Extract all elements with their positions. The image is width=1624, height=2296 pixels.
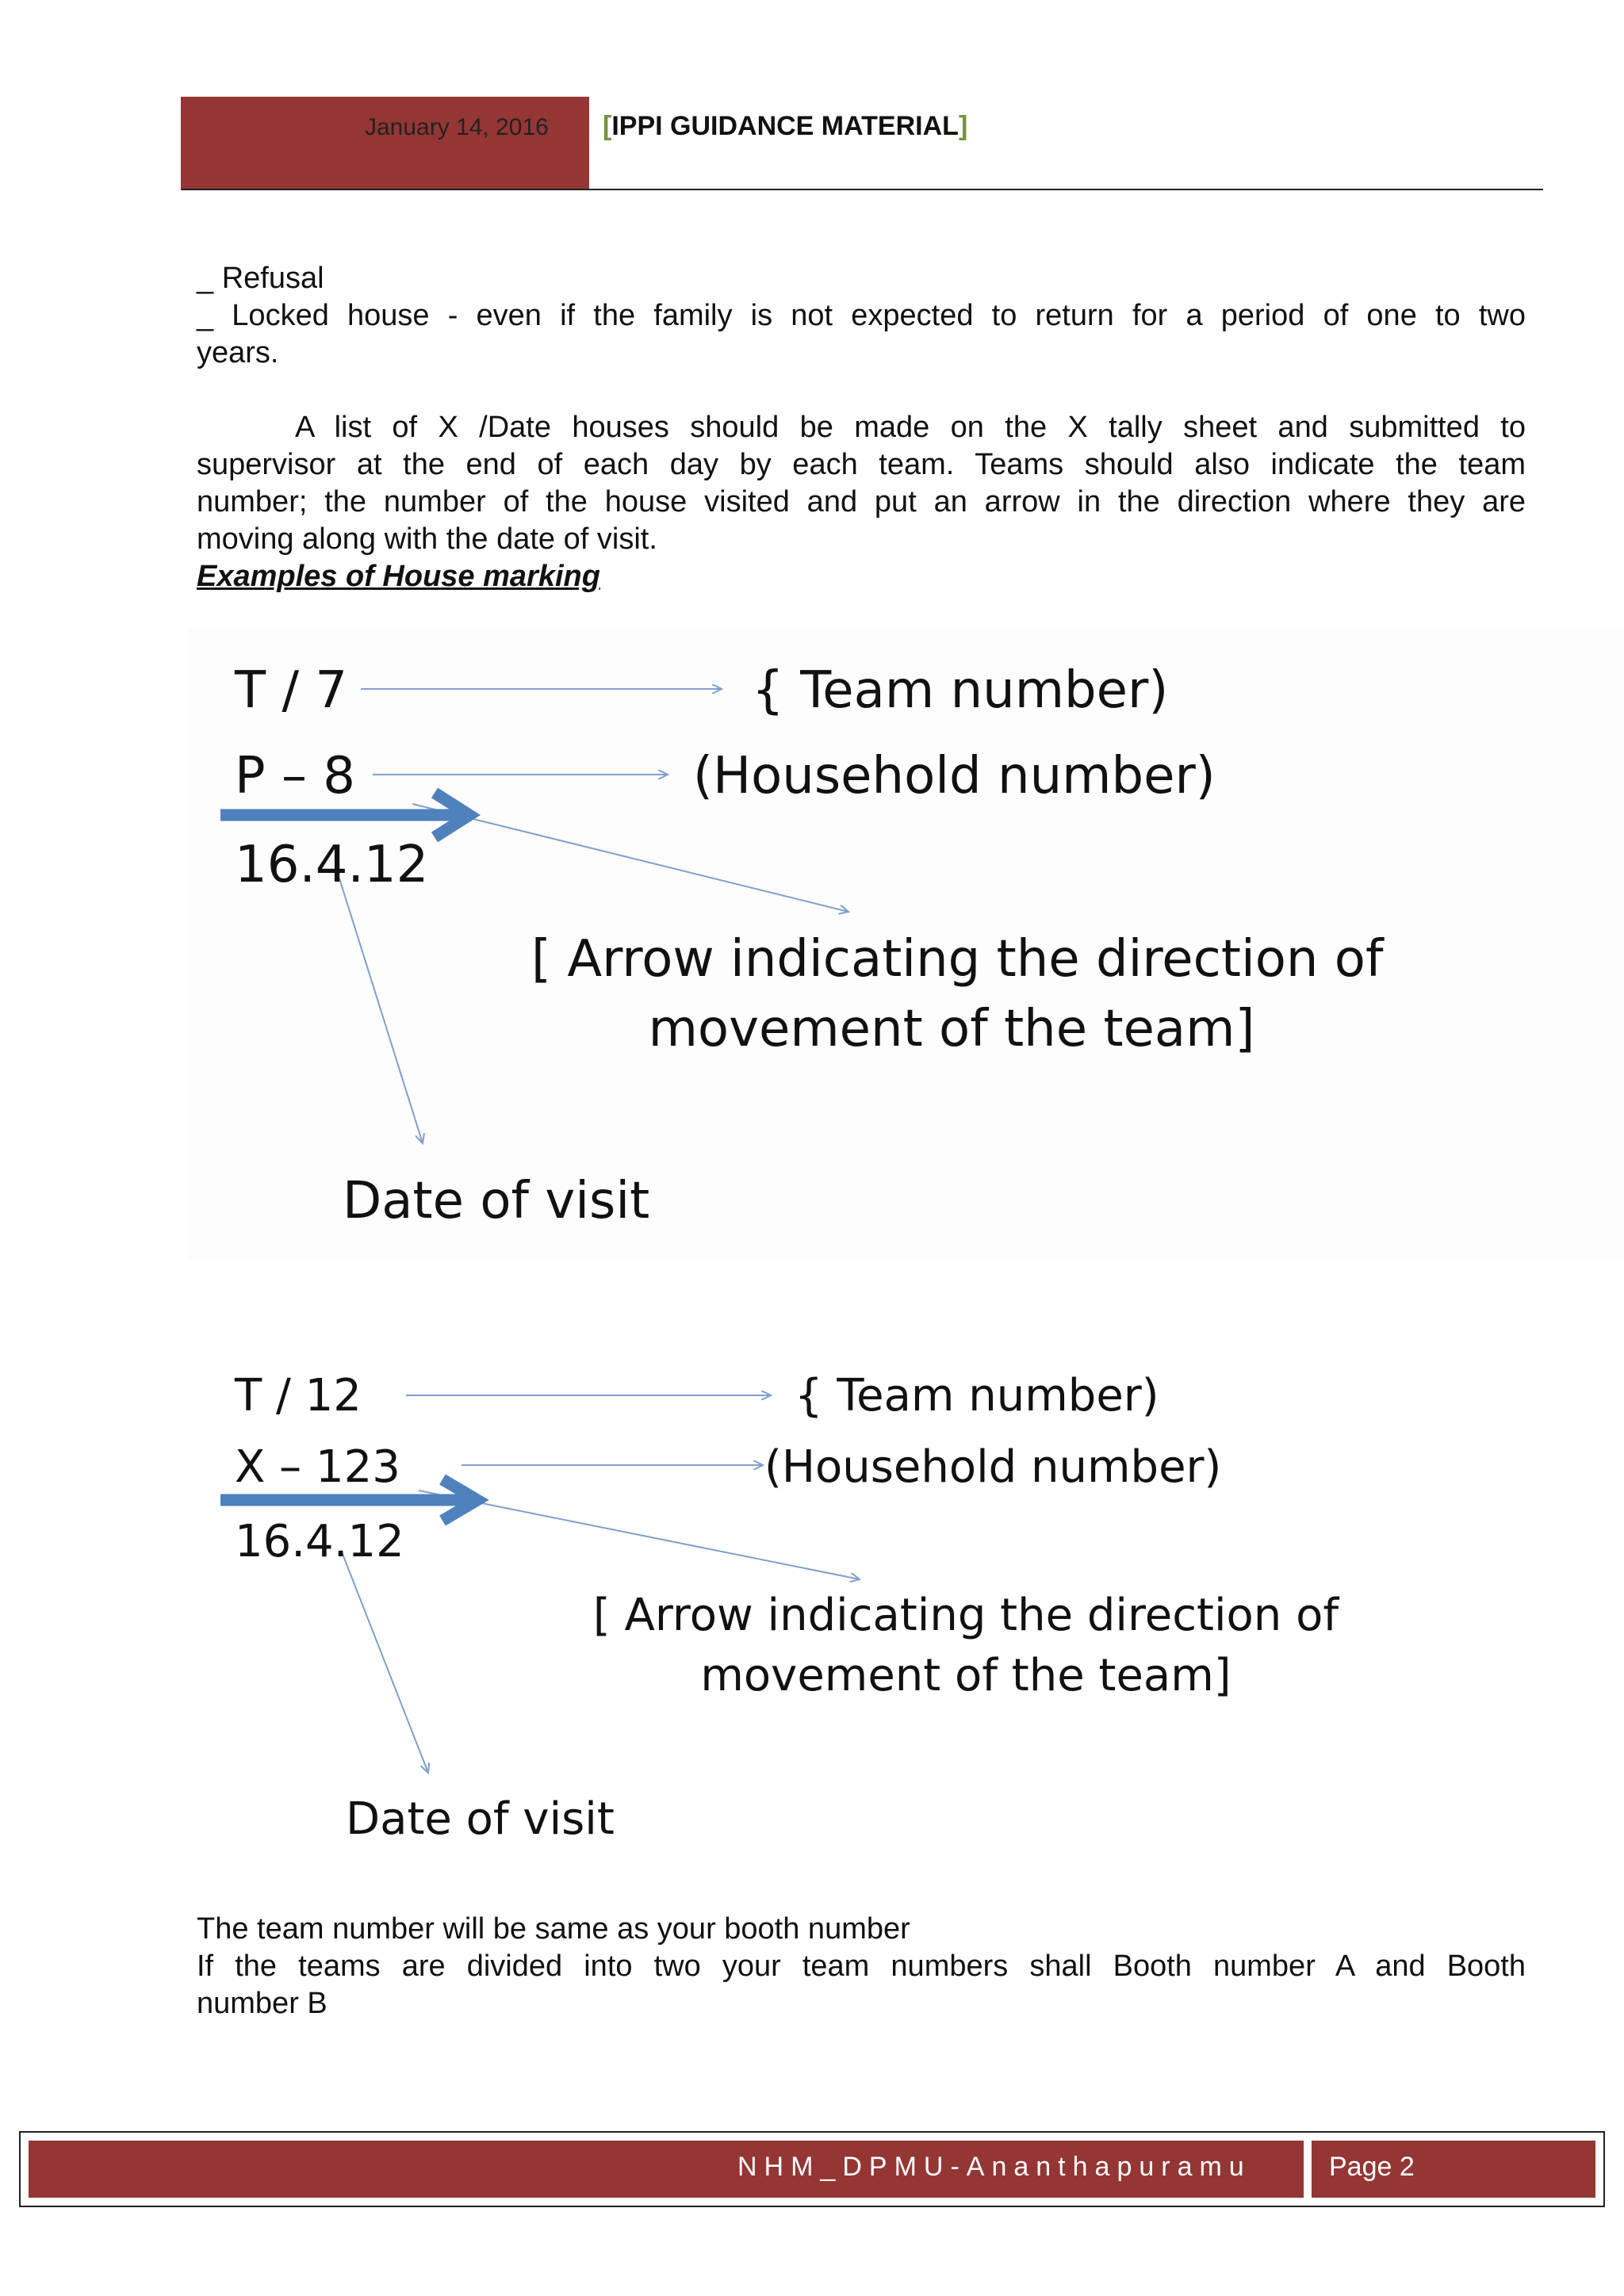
arrow-description-line: [ Arrow indicating the direction of (531, 930, 1384, 989)
section-heading: Examples of House marking (197, 560, 600, 593)
household-code: P – 8 (235, 747, 355, 806)
date-of-visit-label: Date of visit (343, 1172, 650, 1230)
closing-line: The team number will be same as your booth number (197, 1912, 910, 1946)
direction-pointer-arrow (419, 1490, 860, 1579)
arrow-description-line: movement of the team] (648, 1000, 1255, 1058)
paragraph-line: number; the number of the house visited and put an arrow in the direction where they are (197, 485, 1526, 519)
arrow-description-line: movement of the team] (700, 1650, 1231, 1701)
date-pointer-arrow (339, 878, 423, 1143)
bullet-locked-house: _ Locked house - even if the family is not expected to return for a period of one to two (197, 299, 1526, 332)
paragraph-line: supervisor at the end of each day by each team. Teams should also indicate the team (197, 448, 1526, 481)
team-number-label: { Team number) (752, 661, 1169, 720)
arrow-description-line: [ Arrow indicating the direction of (592, 1590, 1339, 1641)
footer-org-text: NHM_DPMU-Ananthapuramu (737, 2152, 1251, 2182)
page-number: Page 2 (1329, 2152, 1415, 2182)
paragraph-line: A list of X /Date houses should be made on the X tally sheet and submitted to (295, 411, 1526, 444)
arrow-description (531, 924, 1384, 1064)
header-bracket-close: ] (958, 111, 968, 141)
household-code: X – 123 (235, 1441, 400, 1493)
bullet-refusal: _ Refusal (197, 262, 324, 295)
direction-pointer-arrow (412, 804, 848, 912)
paragraph-line: moving along with the date of visit. (197, 522, 657, 556)
team-number-label: { Team number) (795, 1370, 1159, 1422)
closing-line: If the teams are divided into two your team numbers shall Booth number A and Booth (197, 1950, 1526, 1983)
arrow-description (538, 1586, 1394, 1706)
date-pointer-arrow (341, 1550, 428, 1773)
bullet-locked-house-cont: years. (197, 336, 279, 369)
visit-date: 16.4.12 (235, 836, 429, 894)
visit-date: 16.4.12 (235, 1516, 404, 1567)
household-number-label: (Household number) (693, 747, 1216, 806)
header-date: January 14, 2016 (365, 114, 549, 140)
date-of-visit-label: Date of visit (346, 1793, 615, 1845)
team-code: T / 7 (235, 661, 348, 720)
header-title: IPPI GUIDANCE MATERIAL (611, 111, 959, 141)
team-code: T / 12 (235, 1370, 362, 1422)
header-bracket-open: [ (603, 111, 612, 141)
closing-line: number B (197, 1987, 327, 2020)
footer-separator (1305, 2139, 1310, 2199)
household-number-label: (Household number) (764, 1441, 1222, 1493)
closing-paragraph (197, 1911, 1526, 2022)
